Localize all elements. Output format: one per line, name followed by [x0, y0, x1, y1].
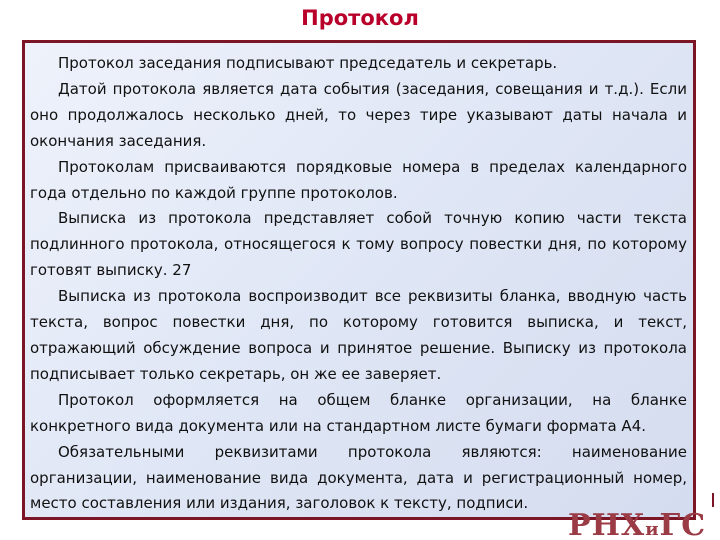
paragraph: Протокол оформляется на общем бланке организации, на бланке конкретного вида документа или на стандартном листе бумаги формата А4. — [30, 390, 687, 435]
paragraph: Выписка из протокола представляет собой точную копию части текста подлинного протокола, относящегося к тому вопросу повестки дня, по которому готовят выписку. 27 — [30, 209, 687, 280]
logo-letter: Р — [568, 508, 592, 540]
ranepa-logo — [568, 506, 720, 540]
paragraph: Протокол заседания подписывают председатель и секретарь. — [58, 54, 558, 72]
logo-accent-mark — [712, 493, 714, 507]
slide-title: Протокол — [301, 6, 419, 30]
paragraph: Датой протокола является дата события (заседания, совещания и т.д.). Если оно продолжалось несколько дней, то через тире указывают даты начала и окончания заседания. — [30, 79, 687, 150]
paragraph: Выписка из протокола воспроизводит все реквизиты бланка, вводную часть текста, вопрос повестки дня, по которому готовится выписка, и текст, отражающий обсуждение вопроса и принятое решение. Выписку из протокола подписывает только секретарь, он же ее заверяет. — [30, 287, 687, 383]
logo-letters: НХ — [591, 508, 646, 540]
text-panel — [22, 40, 696, 520]
logo-letters: ГС — [659, 508, 707, 540]
logo-letter-small: и — [645, 519, 660, 540]
paragraph: Обязательными реквизитами протокола являются: наименование организации, наименование вида документа, дата и регистрационный номер, место составления или издания, заголовок к тексту, подписи. — [30, 442, 687, 513]
paragraph: Протоколам присваиваются порядковые номера в пределах календарного года отдельно по каждой группе протоколов. — [30, 157, 687, 202]
